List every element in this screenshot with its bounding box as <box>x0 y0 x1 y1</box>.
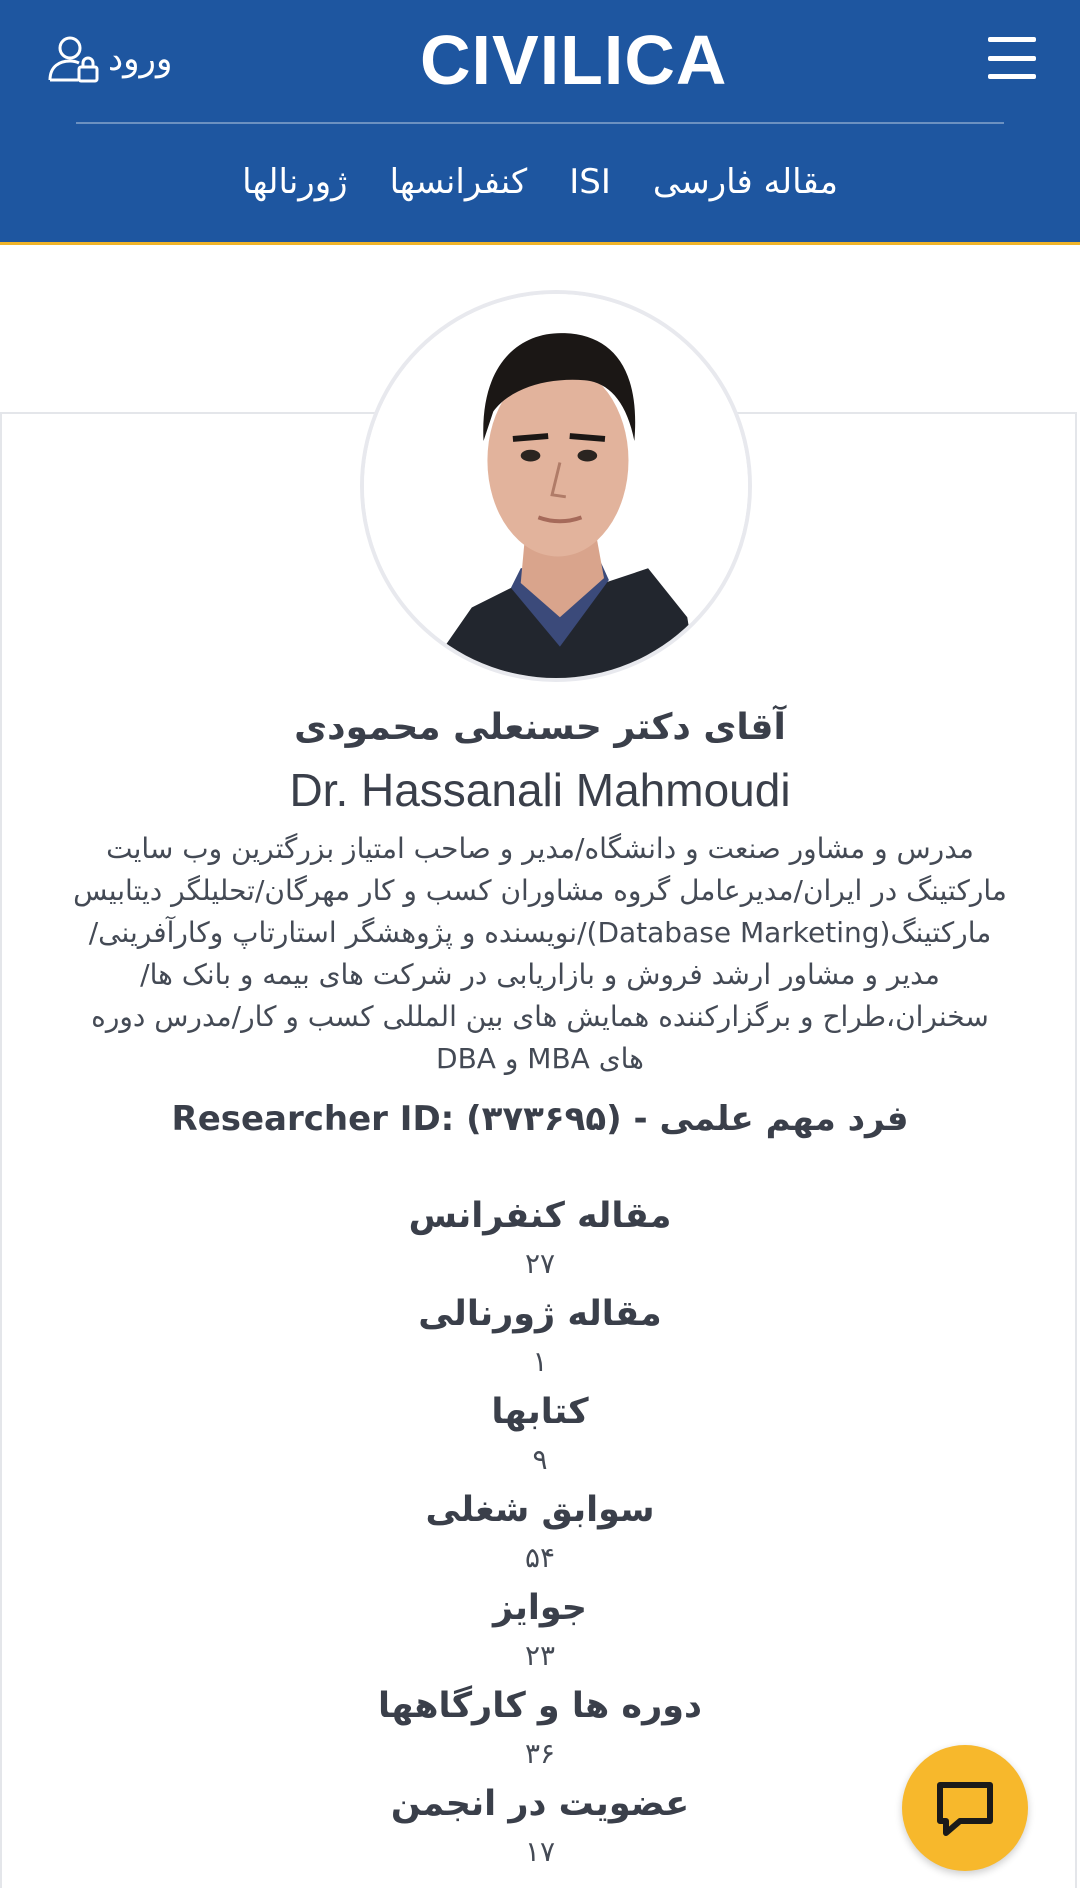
stat-label: دوره ها و کارگاهها <box>378 1686 702 1726</box>
stat-value: ۱ <box>532 1345 548 1378</box>
stat-books[interactable] <box>0 1386 1080 1484</box>
profile-name-english: Dr. Hassanali Mahmoudi <box>289 764 791 816</box>
profile-bio: مدرس و مشاور صنعت و دانشگاه/مدیر و صاحب امتیاز بزرگترین وب سایت مارکتینگ در ایران/مدیرعامل گروه مشاوران کسب و کار مهرگان/تحلیلگر دیتابیس مارکتینگ(Database Marketing)/نویسنده و پژوهشگر استارتاپ وکارآفرینی/مدیر و مشاور ارشد فروش و بازاریابی در شرکت های بیمه و بانک ها/سخنران،طراح و برگزارکننده همایش های بین المللی کسب و کار/مدرس دوره های MBA و DBA <box>73 832 1007 1075</box>
chat-button[interactable] <box>902 1745 1028 1871</box>
stat-value: ۳۶ <box>524 1737 556 1770</box>
stat-label: مقاله کنفرانس <box>408 1196 672 1236</box>
stat-label: کتابها <box>491 1392 589 1432</box>
stat-value: ۵۴ <box>524 1541 556 1574</box>
stat-label: مقاله ژورنالی <box>418 1294 662 1334</box>
top-header <box>0 0 1080 245</box>
stat-work-experience[interactable] <box>0 1484 1080 1582</box>
user-lock-icon <box>42 34 102 84</box>
stat-value: ۲۳ <box>524 1639 556 1672</box>
chat-bubble-icon <box>930 1773 1000 1843</box>
login-label: ورود <box>108 39 173 79</box>
login-button[interactable] <box>42 34 172 84</box>
hamburger-menu-icon[interactable] <box>988 37 1036 79</box>
stat-value: ۱۷ <box>524 1835 556 1868</box>
stat-value: ۲۷ <box>524 1247 556 1280</box>
stat-conference-papers[interactable] <box>0 1190 1080 1288</box>
stat-value: ۹ <box>532 1443 548 1476</box>
stat-label: عضویت در انجمن <box>390 1784 690 1824</box>
header-divider <box>76 122 1004 124</box>
profile-name-persian: آقای دکتر حسنعلی محمودی <box>294 707 786 748</box>
stat-label: جوایز <box>492 1588 588 1628</box>
nav-item-isi[interactable]: ISI <box>569 162 611 202</box>
researcher-id: فرد مهم علمی - Researcher ID: (۳۷۳۶۹۵) <box>171 1099 909 1139</box>
stat-awards[interactable] <box>0 1582 1080 1680</box>
nav-item-persian-articles[interactable]: مقاله فارسی <box>652 162 838 202</box>
nav-item-journals[interactable]: ژورنالها <box>242 162 348 202</box>
main-nav <box>0 152 1080 212</box>
stat-courses-workshops[interactable] <box>0 1680 1080 1778</box>
civilica-logo[interactable]: CIVILICA <box>420 21 728 99</box>
stat-label: سوابق شغلی <box>425 1490 655 1530</box>
nav-item-conferences[interactable]: کنفرانسها <box>389 162 528 202</box>
profile-avatar <box>360 290 752 682</box>
profile-photo <box>364 294 748 678</box>
stat-journal-papers[interactable] <box>0 1288 1080 1386</box>
